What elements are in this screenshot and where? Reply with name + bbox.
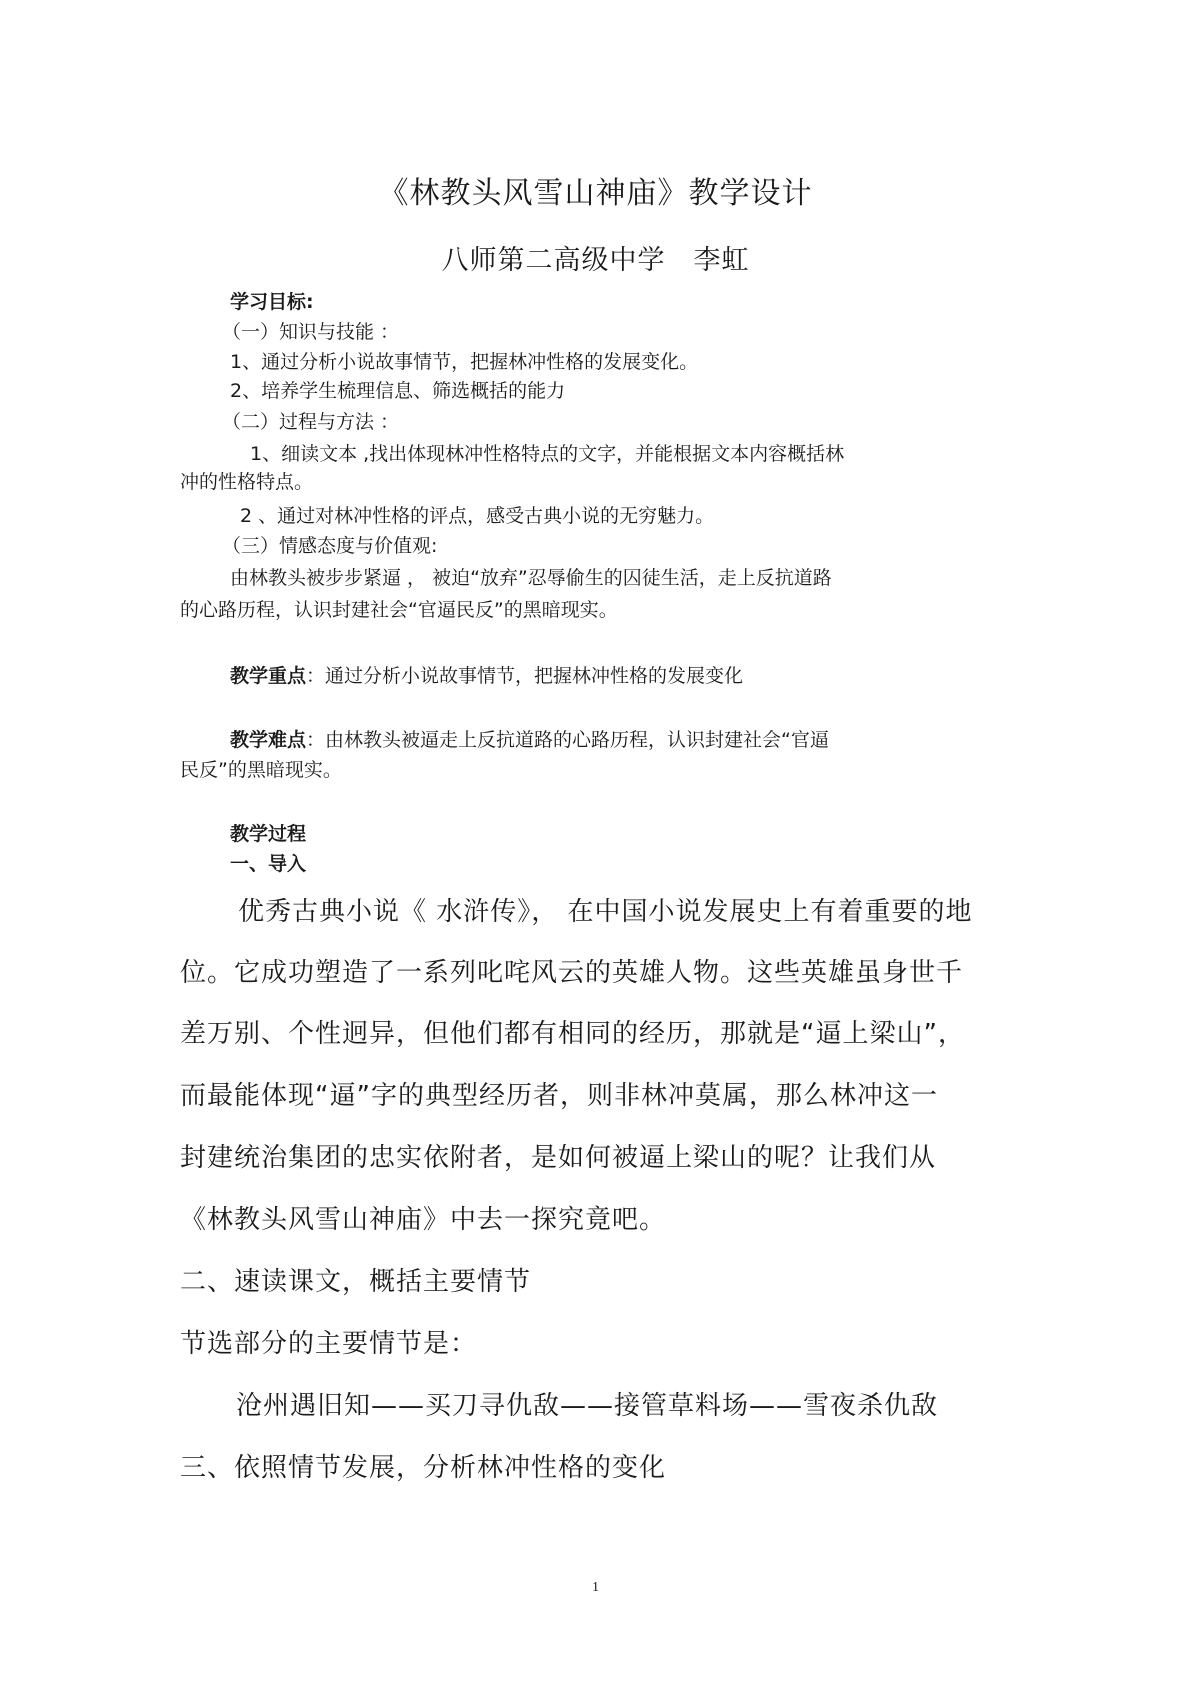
objective-3-text-line2: 的心路历程，认识封建社会“官逼民反”的黑暗现实。 bbox=[180, 599, 618, 621]
intro-line-1: 优秀古典小说《 水浒传》， 在中国小说发展史上有着重要的地 bbox=[238, 897, 973, 927]
difficulty-text-line1: ：由林教头被逼走上反抗道路的心路历程，认识封建社会“官逼 bbox=[306, 729, 829, 751]
objective-2-item-2: 2 、通过对林冲性格的评点，感受古典小说的无穷魅力。 bbox=[240, 505, 715, 527]
difficulty-text-line2: 民反”的黑暗现实。 bbox=[180, 759, 342, 781]
difficulty bbox=[230, 726, 829, 754]
section-3-heading: 三、依照情节发展，分析林冲性格的变化 bbox=[180, 1453, 667, 1483]
objective-1-heading: （一）知识与技能 ： bbox=[222, 321, 400, 343]
intro-line-5: 封建统治集团的忠实依附者，是如何被逼上梁山的呢？让我们从 bbox=[180, 1143, 937, 1173]
section-1-heading: 一、导入 bbox=[230, 853, 307, 875]
difficulty-label: 教学难点 bbox=[230, 729, 307, 751]
key-point bbox=[230, 662, 743, 690]
objective-1-item-1: 1、通过分析小说故事情节，把握林冲性格的发展变化。 bbox=[230, 351, 699, 373]
key-point-label: 教学重点 bbox=[230, 665, 307, 687]
plot-intro: 节选部分的主要情节是： bbox=[180, 1329, 478, 1359]
intro-line-3: 差万别、个性迥异，但他们都有相同的经历，那就是“逼上梁山”， bbox=[180, 1019, 965, 1049]
plot-sequence: 沧州遇旧知——买刀寻仇敌——接管草料场——雪夜杀仇敌 bbox=[236, 1391, 939, 1421]
objectives-heading: 学习目标: bbox=[230, 291, 314, 313]
objective-2-heading: （二）过程与方法 ： bbox=[222, 411, 400, 433]
page-number: 1 bbox=[592, 1580, 599, 1595]
objective-2-item-1-line2: 冲的性格特点。 bbox=[180, 471, 314, 493]
objective-3-text-line1: 由林教头被步步紧逼 ， 被迫“放弃”忍辱偷生的囚徒生活，走上反抗道路 bbox=[230, 567, 832, 589]
objective-1-item-2: 2、培养学生梳理信息、筛选概括的能力 bbox=[230, 380, 566, 402]
document-title: 《林教头风雪山神庙》教学设计 bbox=[378, 176, 813, 211]
intro-line-6: 《林教头风雪山神庙》中去一探究竟吧。 bbox=[180, 1205, 667, 1235]
section-2-heading: 二、速读课文，概括主要情节 bbox=[180, 1267, 532, 1297]
objective-3-heading: （三）情感态度与价值观: bbox=[222, 535, 438, 557]
objective-2-item-1-line1: 1、细读文本 ,找出体现林冲性格特点的文字，并能根据文本内容概括林 bbox=[250, 443, 845, 465]
key-point-text: ：通过分析小说故事情节，把握林冲性格的发展变化 bbox=[306, 665, 744, 687]
author-line: 八师第二高级中学 李虹 bbox=[441, 245, 750, 276]
process-heading: 教学过程 bbox=[230, 823, 307, 845]
intro-line-2: 位。它成功塑造了一系列叱咤风云的英雄人物。这些英雄虽身世千 bbox=[180, 958, 964, 988]
intro-line-4: 而最能体现“逼”字的典型经历者，则非林冲莫属，那么林冲这一 bbox=[180, 1081, 938, 1111]
